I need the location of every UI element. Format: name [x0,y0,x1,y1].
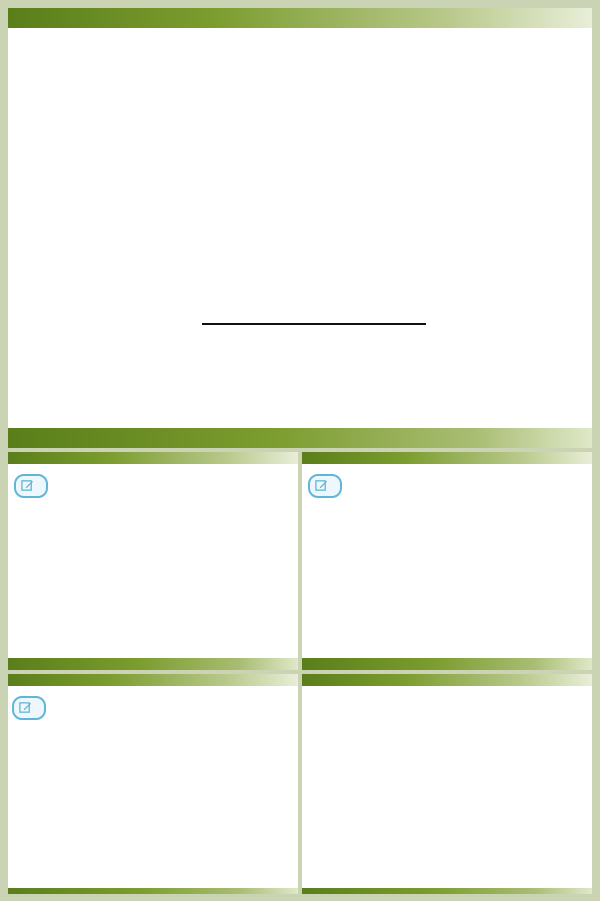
top-bar [302,674,592,686]
overview-slide [8,674,298,894]
edit-icon [19,701,32,714]
overview-badge [12,696,46,720]
top-bar [8,674,298,686]
bottom-bar [8,658,298,670]
top-bar [302,452,592,464]
edit-icon [315,479,328,492]
bottom-bar [302,658,592,670]
goals-badge [14,474,48,498]
order-slide [302,674,592,894]
vocab-slide [302,452,592,670]
bottom-bar [302,888,592,894]
title-underline [202,323,426,325]
edit-icon [21,479,34,492]
bottom-bar [8,428,592,448]
bottom-bar [8,888,298,894]
title-slide [8,8,592,448]
top-bar [8,8,592,28]
top-bar [8,452,298,464]
goals-slide [8,452,298,670]
vocab-badge [308,474,342,498]
